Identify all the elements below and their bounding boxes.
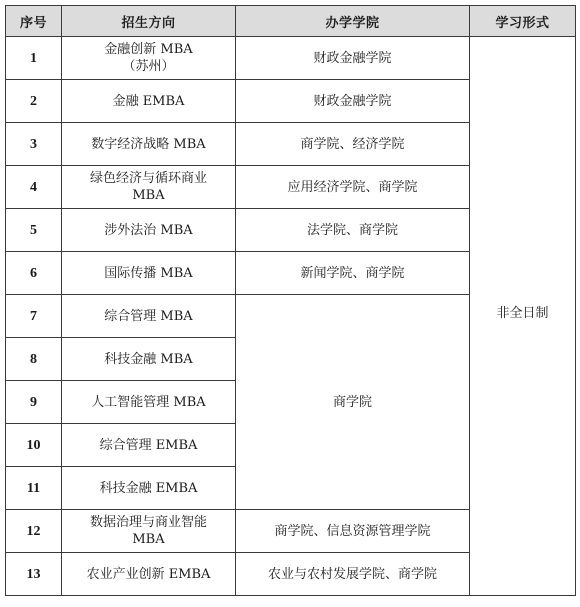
direction-line: MBA bbox=[132, 188, 165, 203]
table-row bbox=[6, 37, 576, 80]
header-direction: 招生方向 bbox=[62, 6, 236, 37]
direction-cell: 金融 EMBA bbox=[62, 80, 236, 123]
direction-cell: 涉外法治 MBA bbox=[62, 209, 236, 252]
direction-line: 绿色经济与循环商业 bbox=[89, 171, 207, 186]
program-table bbox=[5, 5, 576, 596]
row-number: 13 bbox=[6, 553, 62, 596]
direction-line: （苏州） bbox=[122, 59, 175, 74]
direction-cell: 人工智能管理 MBA bbox=[62, 381, 236, 424]
school-cell: 法学院、商学院 bbox=[236, 209, 470, 252]
row-number: 8 bbox=[6, 338, 62, 381]
mode-text: 非全日制 bbox=[496, 306, 549, 321]
school-cell: 财政金融学院 bbox=[236, 37, 470, 80]
direction-cell: 国际传播 MBA bbox=[62, 252, 236, 295]
school-cell: 农业与农村发展学院、商学院 bbox=[236, 553, 470, 596]
direction-cell: 科技金融 EMBA bbox=[62, 467, 236, 510]
header-mode: 学习形式 bbox=[470, 6, 576, 37]
direction-line: 金融创新 MBA bbox=[104, 42, 193, 57]
row-number: 4 bbox=[6, 166, 62, 209]
direction-line: MBA bbox=[132, 532, 165, 547]
direction-cell: 数字经济战略 MBA bbox=[62, 123, 236, 166]
direction-line: 数据治理与商业智能 bbox=[89, 515, 207, 530]
row-number: 12 bbox=[6, 510, 62, 553]
header-no: 序号 bbox=[6, 6, 62, 37]
direction-cell: 综合管理 MBA bbox=[62, 295, 236, 338]
row-number: 2 bbox=[6, 80, 62, 123]
row-number: 10 bbox=[6, 424, 62, 467]
school-cell: 新闻学院、商学院 bbox=[236, 252, 470, 295]
direction-cell bbox=[62, 510, 236, 553]
row-number: 5 bbox=[6, 209, 62, 252]
direction-cell: 农业产业创新 EMBA bbox=[62, 553, 236, 596]
school-cell: 应用经济学院、商学院 bbox=[236, 166, 470, 209]
school-cell: 商学院、信息资源管理学院 bbox=[236, 510, 470, 553]
mode-cell bbox=[470, 37, 576, 596]
direction-cell bbox=[62, 166, 236, 209]
header-school: 办学学院 bbox=[236, 6, 470, 37]
row-number: 1 bbox=[6, 37, 62, 80]
direction-cell: 综合管理 EMBA bbox=[62, 424, 236, 467]
school-cell: 商学院 bbox=[236, 295, 470, 510]
row-number: 7 bbox=[6, 295, 62, 338]
direction-cell: 科技金融 MBA bbox=[62, 338, 236, 381]
header-row bbox=[6, 6, 576, 37]
direction-cell bbox=[62, 37, 236, 80]
program-table-container bbox=[5, 5, 576, 596]
row-number: 11 bbox=[6, 467, 62, 510]
row-number: 9 bbox=[6, 381, 62, 424]
row-number: 6 bbox=[6, 252, 62, 295]
row-number: 3 bbox=[6, 123, 62, 166]
school-cell: 财政金融学院 bbox=[236, 80, 470, 123]
school-cell: 商学院、经济学院 bbox=[236, 123, 470, 166]
